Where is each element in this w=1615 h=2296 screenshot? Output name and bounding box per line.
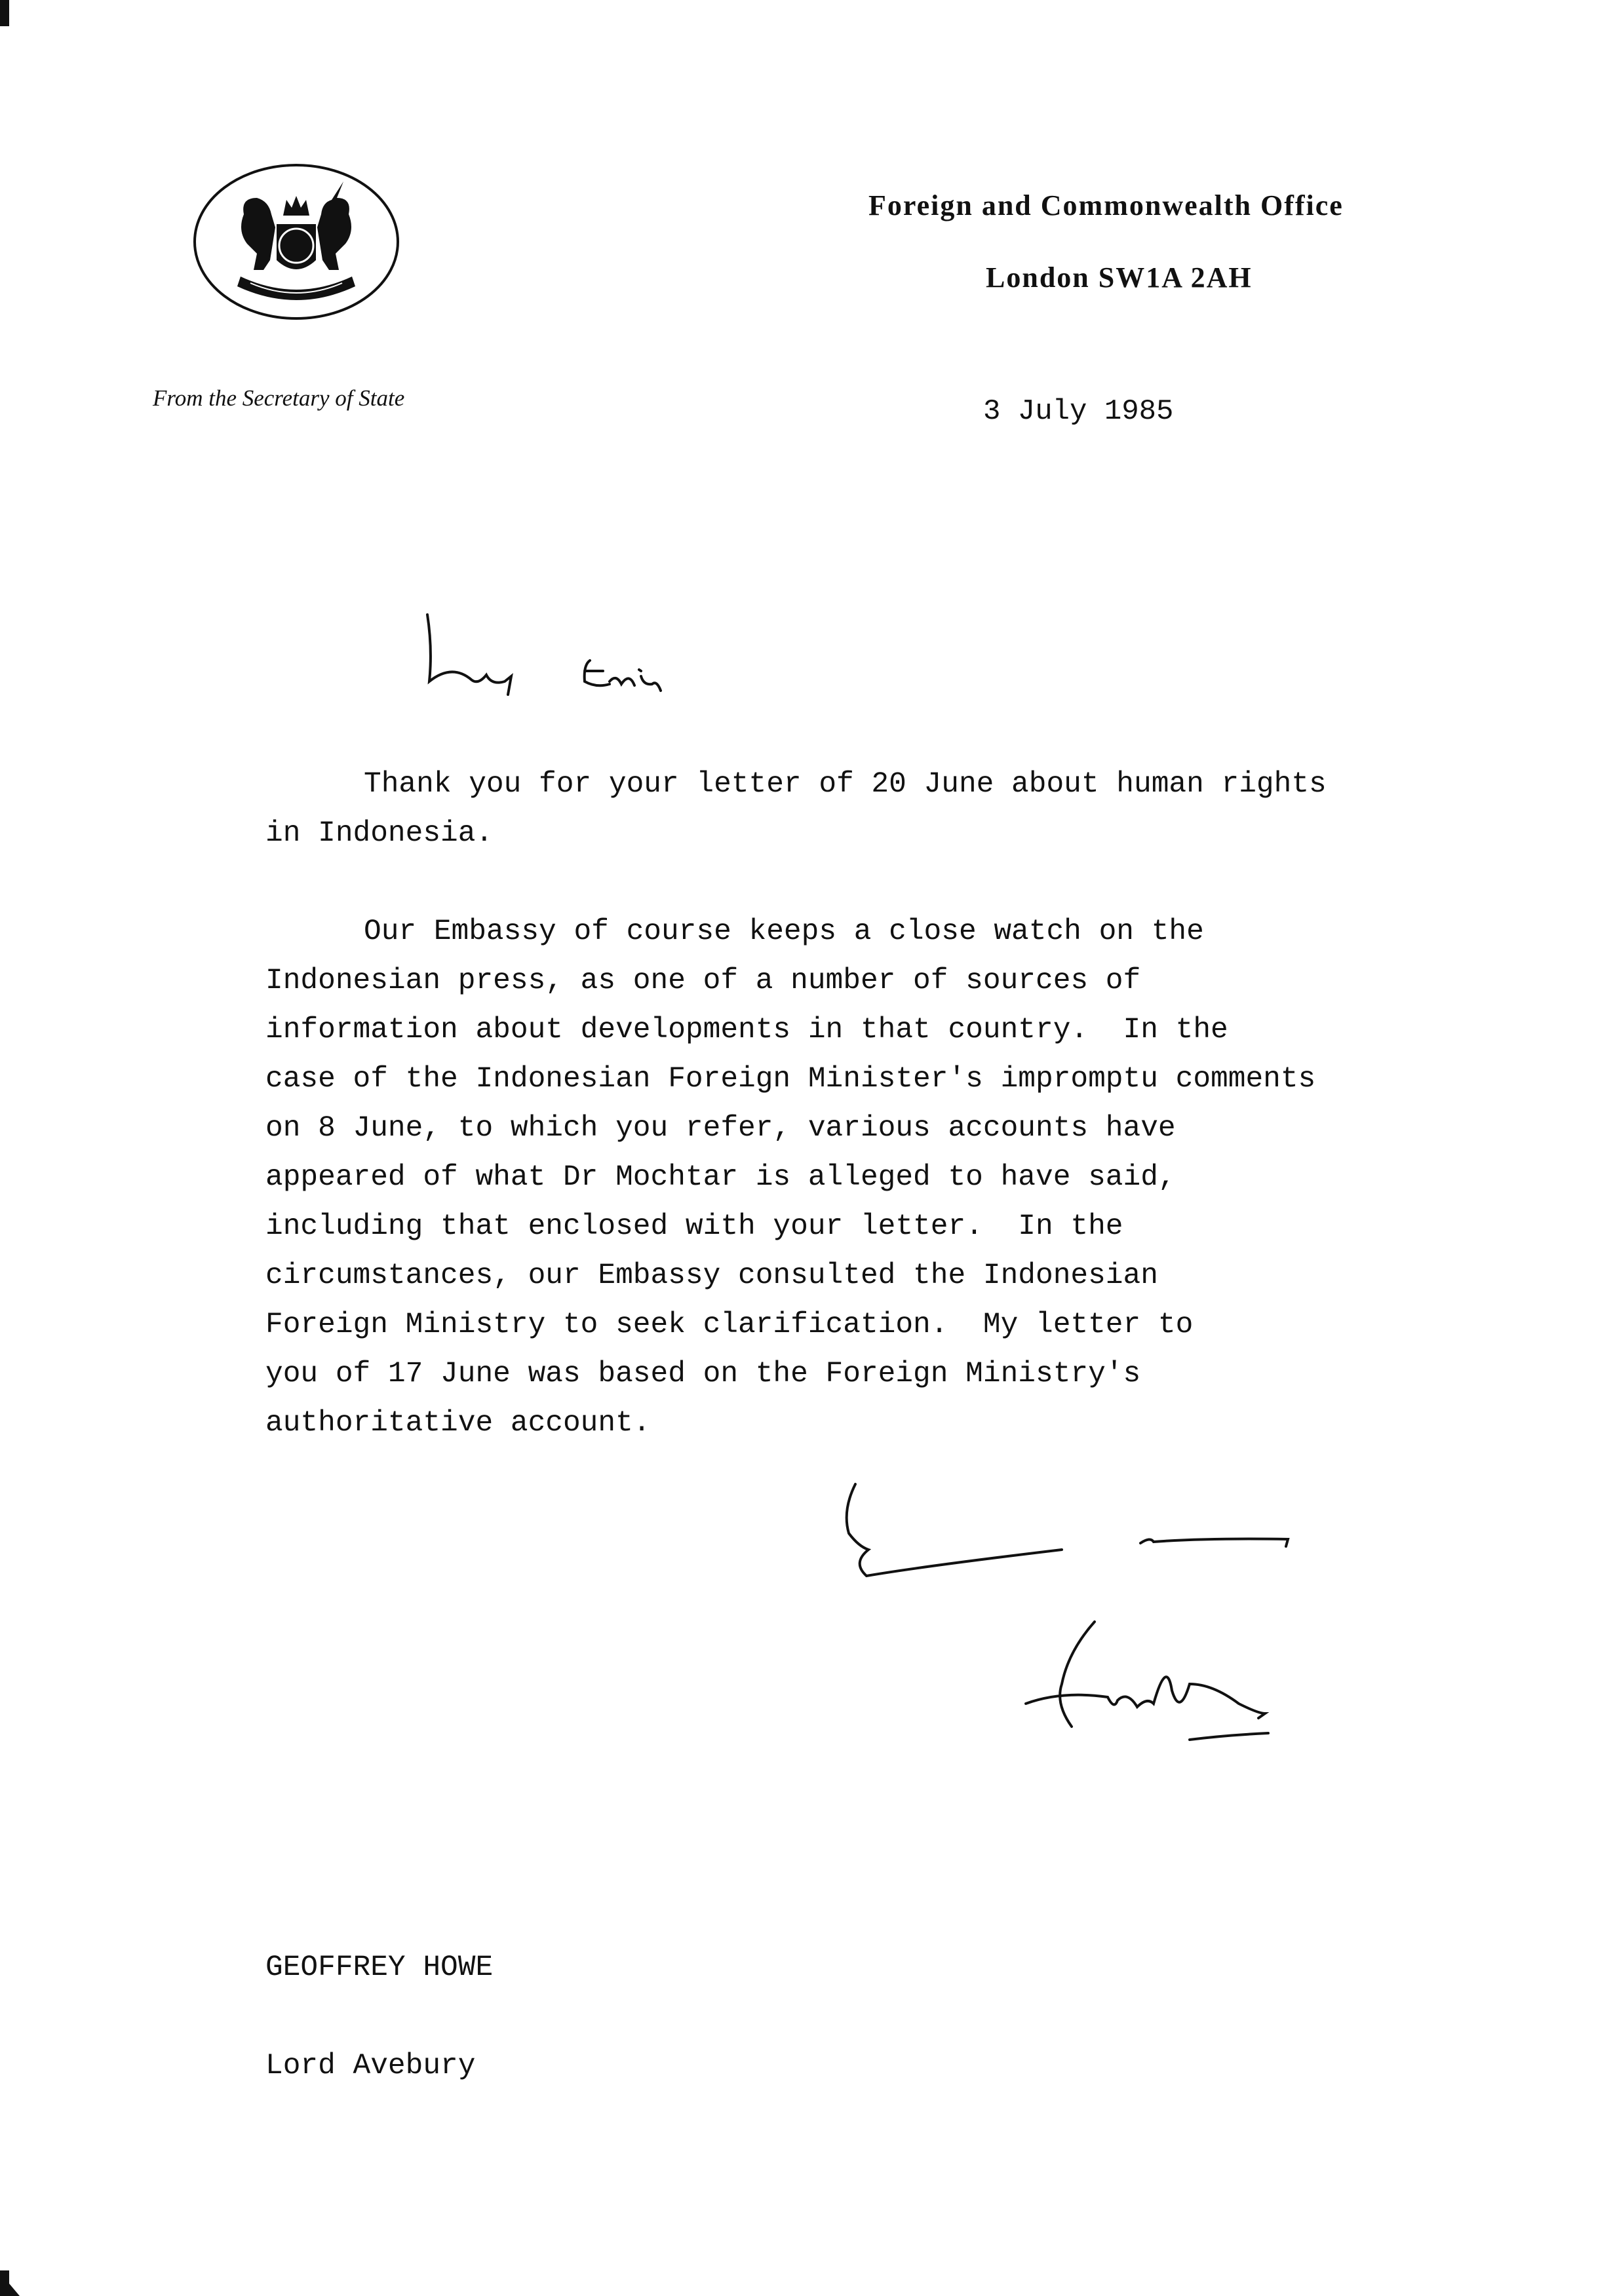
body-line: information about developments in that country. In the — [265, 1014, 1228, 1046]
body-line: Thank you for your letter of 20 June about human rights — [364, 768, 1327, 801]
from-line: From the Secretary of State — [153, 385, 405, 411]
body-line: in Indonesia. — [265, 817, 494, 850]
body-line: Our Embassy of course keeps a close watch on the — [364, 915, 1204, 948]
signatory-name: GEOFFREY HOWE — [265, 1951, 494, 1984]
body-line: including that enclosed with your letter. In the — [265, 1210, 1123, 1243]
body-line: on 8 June, to which you refer, various accounts have — [265, 1112, 1176, 1145]
body-line: case of the Indonesian Foreign Minister's impromptu comments — [265, 1063, 1316, 1096]
handwritten-salutation — [413, 603, 675, 708]
body-line: Foreign Ministry to seek clarification. My letter to — [265, 1309, 1194, 1341]
body-line: Indonesian press, as one of a number of sources of — [265, 965, 1141, 997]
body-line: circumstances, our Embassy consulted the Indonesian — [265, 1259, 1158, 1292]
handwritten-signature — [1009, 1605, 1350, 1756]
letter-date: 3 July 1985 — [983, 395, 1174, 428]
body-line: authoritative account. — [265, 1407, 651, 1440]
body-line: appeared of what Dr Mochtar is alleged to have said, — [265, 1161, 1176, 1194]
org-address: London SW1A 2AH — [986, 261, 1253, 294]
body-line: you of 17 June was based on the Foreign Ministry's — [265, 1358, 1141, 1390]
org-name: Foreign and Commonwealth Office — [868, 189, 1344, 221]
royal-coat-of-arms-icon — [191, 162, 401, 322]
recipient-name: Lord Avebury — [265, 2050, 476, 2082]
handwritten-closing — [839, 1471, 1311, 1602]
scan-edge-mark — [0, 2270, 20, 2296]
scan-edge-mark — [0, 0, 9, 26]
